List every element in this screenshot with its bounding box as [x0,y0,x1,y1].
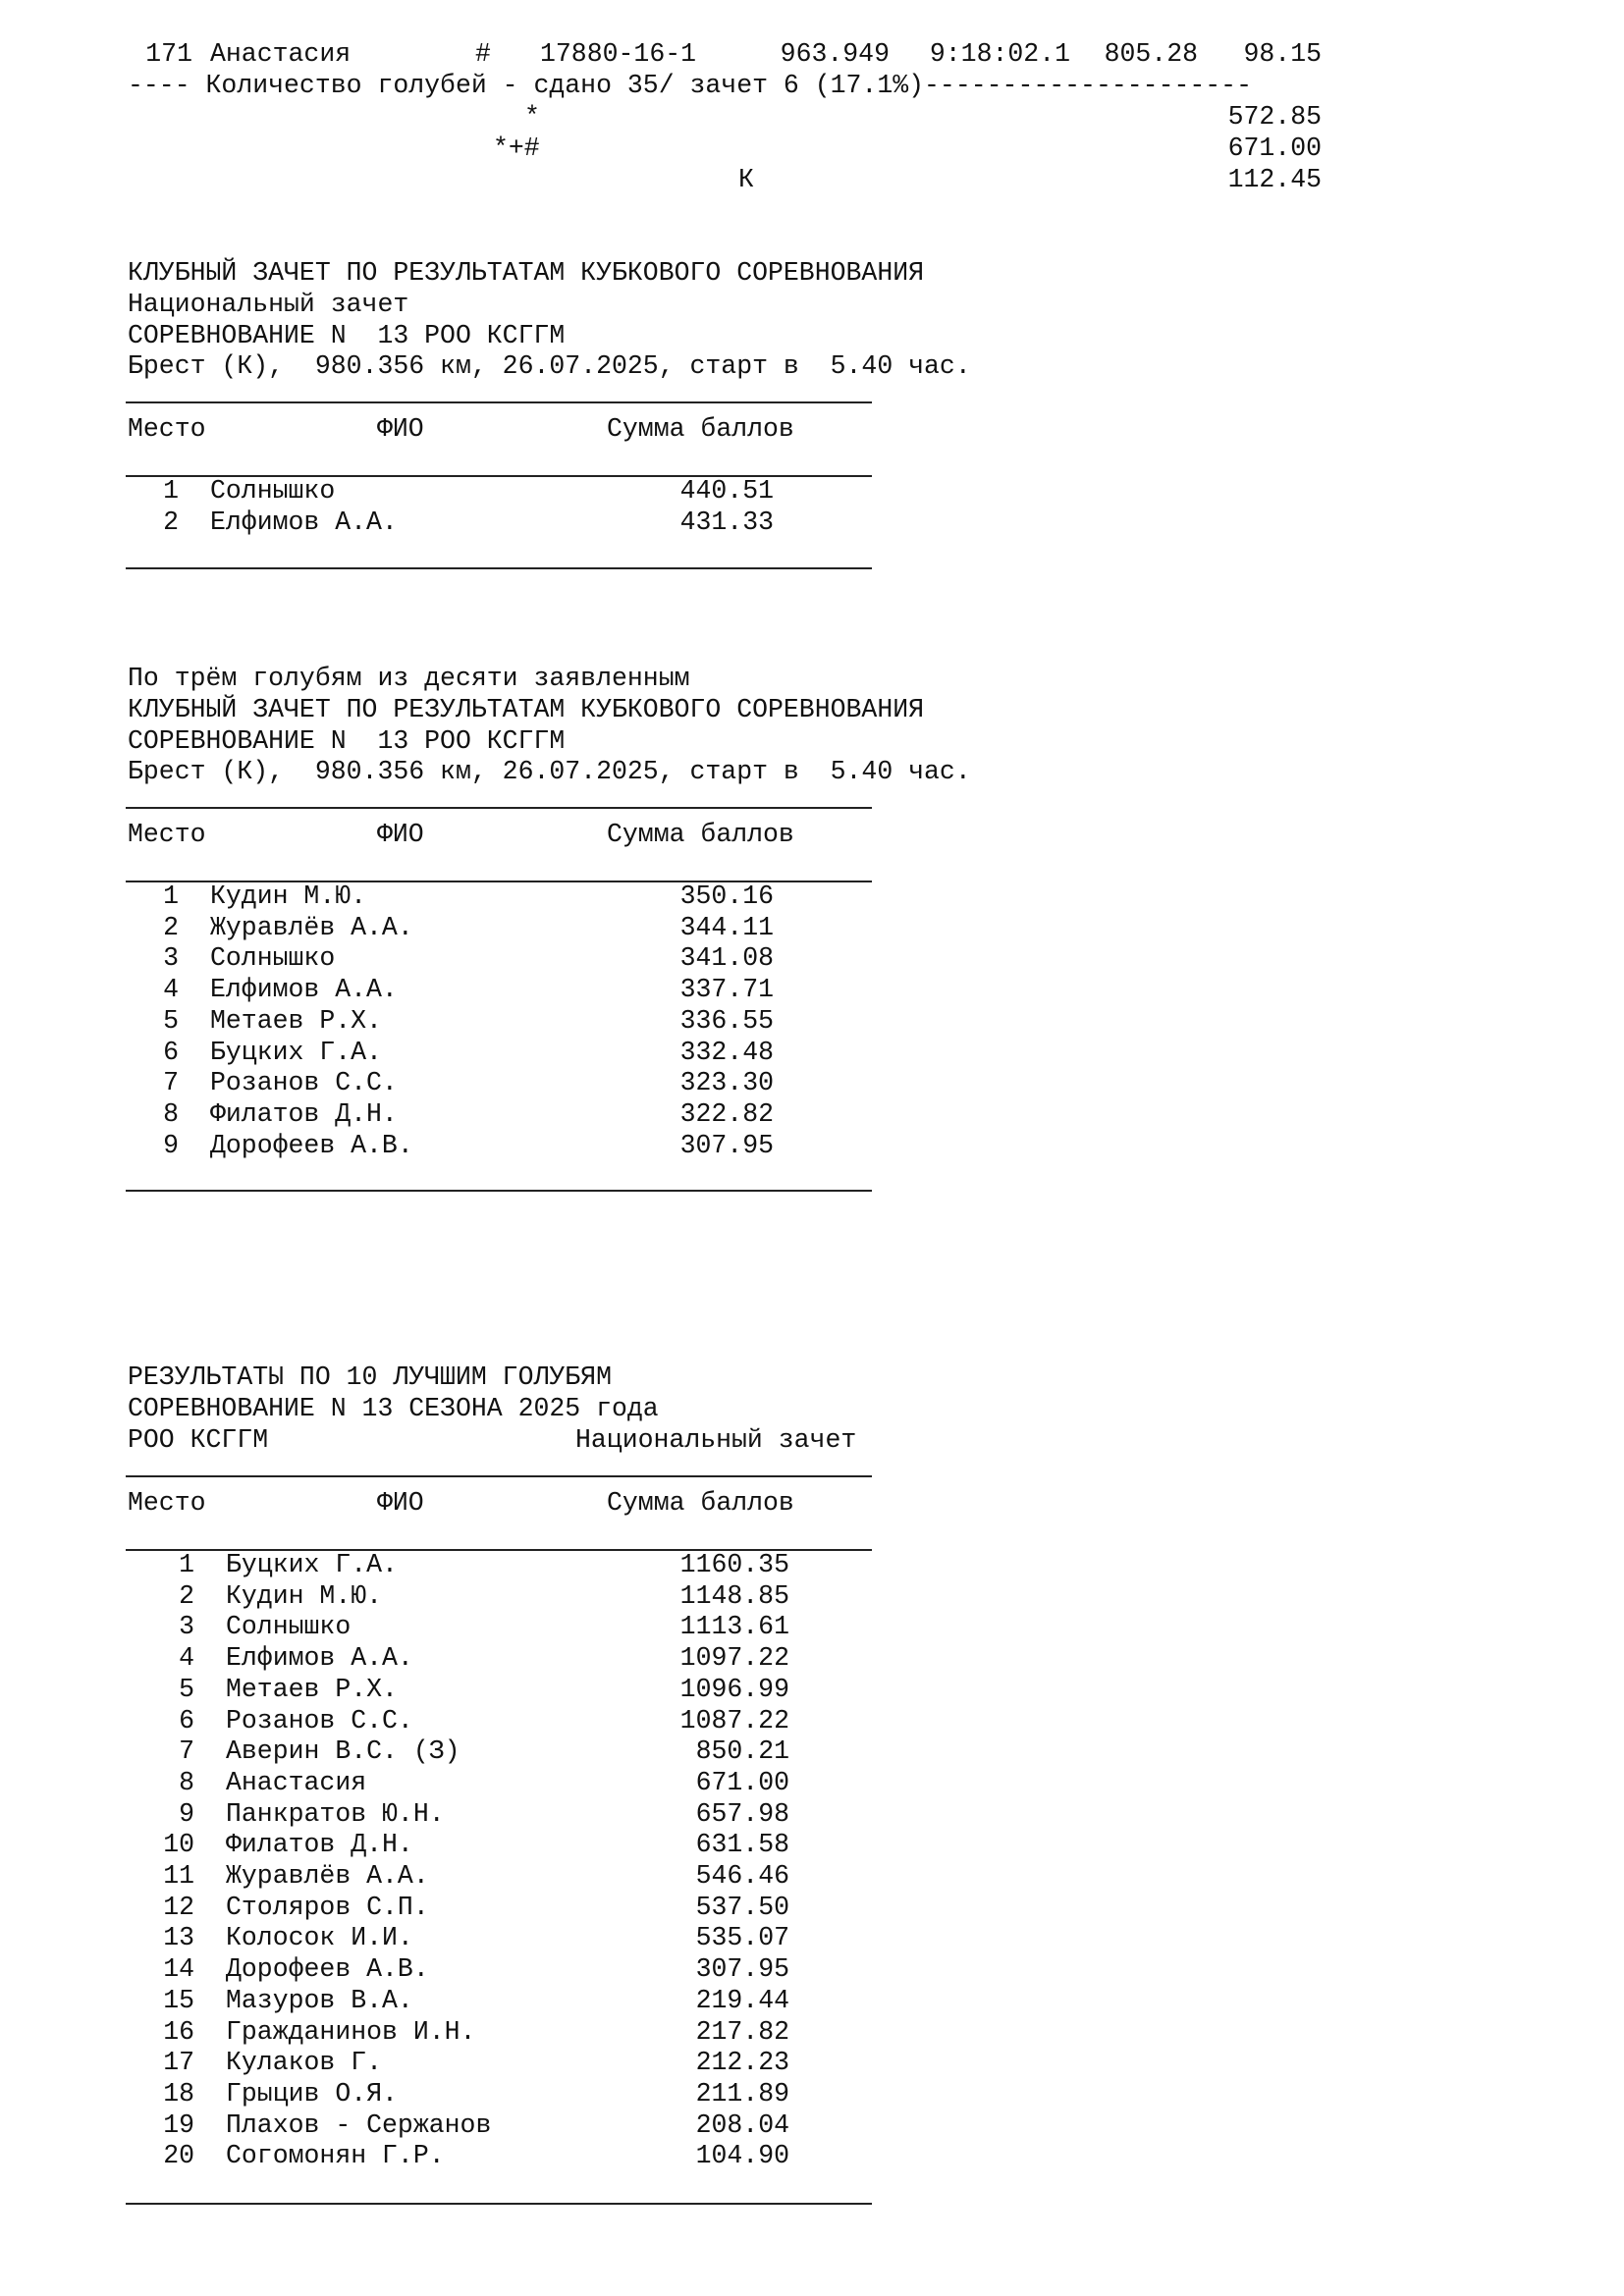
summary-symbol: *+# [493,133,540,163]
row-name: Анастасия [226,1767,367,1797]
row-score: 337.71 [679,975,774,1005]
row-place: 11 [163,1861,194,1891]
header-name: ФИО [377,820,424,849]
row-place: 19 [163,2109,194,2140]
row-score: 208.04 [695,2109,789,2140]
row-name: Солнышко [210,943,336,974]
row-score: 323.30 [679,1068,774,1098]
section2-title: КЛУБНЫЙ ЗАЧЕТ ПО РЕЗУЛЬТАТАМ КУБКОВОГО СОРЕВНОВАНИЯ [128,695,925,724]
section2-note: По трём голубям из десяти заявленным [128,664,690,693]
top-entry-place: 171 [145,39,192,69]
row-score: 332.48 [679,1037,774,1067]
row-score: 212.23 [695,2048,789,2078]
row-score: 307.95 [679,1130,774,1160]
summary-row [0,165,1624,196]
divider [126,2203,872,2205]
row-name: Метаев Р.Х. [226,1674,398,1704]
row-name: Солнышко [210,476,336,506]
row-place: 20 [163,2141,194,2171]
row-name: Елфимов А.А. [210,507,398,537]
row-score: 546.46 [695,1861,789,1891]
row-score: 344.11 [679,912,774,942]
row-score: 1148.85 [679,1580,789,1611]
row-name: Солнышко [226,1612,352,1642]
summary-line [0,71,1624,102]
top-entry-time: 9:18:02.1 [929,39,1070,69]
table-row [0,1706,1624,1737]
table-row [0,943,1624,975]
row-score: 104.90 [695,2141,789,2171]
section2-competition: СОРЕВНОВАНИЕ N 13 РОО КСГГМ [128,726,566,756]
table-row [0,1799,1624,1831]
row-score: 217.82 [695,2016,789,2047]
table-row [0,2048,1624,2079]
table-row [0,1675,1624,1706]
summary-value: 671.00 [1227,133,1322,163]
table-row [0,913,1624,944]
row-place: 12 [163,1892,194,1922]
table-row [0,1861,1624,1893]
table-row [0,1581,1624,1613]
section1-subtitle: Национальный зачет [128,290,409,319]
summary-symbol: К [738,165,754,194]
summary-row [0,102,1624,133]
header-score: Сумма баллов [607,414,794,444]
row-score: 307.95 [695,1954,789,1985]
summary-symbol: * [524,102,540,132]
row-name: Колосок И.И. [226,1923,413,1953]
row-score: 1160.35 [679,1550,789,1579]
table-row [0,1768,1624,1799]
row-score: 850.21 [695,1736,789,1767]
row-score: 1097.22 [679,1643,789,1674]
header-place: Место [128,1488,206,1518]
row-name: Журавлёв А.А. [226,1861,429,1891]
row-name: Столяров С.П. [226,1892,429,1922]
table-header [0,414,1624,446]
table-row [0,2110,1624,2142]
table-row [0,1736,1624,1768]
section3-org-row [0,1425,1624,1457]
top-entry-points: 98.15 [1243,39,1322,69]
top-entry-name: Анастасия [210,39,352,69]
table-header [0,820,1624,851]
row-place: 5 [163,1005,179,1036]
row-name: Розанов С.С. [210,1068,398,1098]
header-score: Сумма баллов [607,820,794,849]
row-score: 219.44 [695,1985,789,2015]
row-score: 322.82 [679,1098,774,1129]
row-place: 18 [163,2078,194,2109]
row-name: Буцких Г.А. [210,1037,382,1067]
section3-competition: СОРЕВНОВАНИЕ N 13 СЕЗОНА 2025 года [128,1394,659,1423]
row-place: 8 [179,1767,194,1797]
row-score: 1113.61 [679,1612,789,1642]
header-score: Сумма баллов [607,1488,794,1518]
table-row [0,476,1624,507]
top-entry-mark: # [475,39,491,69]
table-row [0,1131,1624,1162]
table-row [0,975,1624,1006]
divider [126,1475,872,1477]
table-row [0,2079,1624,2110]
row-name: Гражданинов И.Н. [226,2016,476,2047]
divider [126,1190,872,1192]
top-entry-distance: 963.949 [780,39,890,69]
row-place: 2 [163,912,179,942]
table-header [0,1488,1624,1520]
summary-text: ---- Количество голубей - сдано 35/ зачет 6 (17.1%)--------------------- [128,71,1252,100]
row-name: Мазуров В.А. [226,1985,413,2015]
row-score: 535.07 [695,1923,789,1953]
divider [126,567,872,569]
row-place: 10 [163,1830,194,1860]
table-row [0,2141,1624,2172]
row-place: 3 [179,1612,194,1642]
row-place: 14 [163,1954,194,1985]
row-name: Елфимов А.А. [226,1643,413,1674]
row-score: 336.55 [679,1005,774,1036]
row-place: 2 [179,1580,194,1611]
row-name: Журавлёв А.А. [210,912,413,942]
row-name: Кудин М.Ю. [210,881,367,911]
row-place: 2 [163,507,179,537]
row-name: Кудин М.Ю. [226,1580,383,1611]
section2-location: Брест (К), 980.356 км, 26.07.2025, старт в 5.40 час. [128,757,971,786]
row-name: Дорофеев А.В. [210,1130,413,1160]
summary-value: 572.85 [1227,102,1322,132]
section3-title: РЕЗУЛЬТАТЫ ПО 10 ЛУЧШИМ ГОЛУБЯМ [128,1362,612,1392]
row-score: 1096.99 [679,1674,789,1704]
header-name: ФИО [377,1488,424,1518]
row-name: Кулаков Г. [226,2048,383,2078]
table-row [0,1006,1624,1038]
row-name: Розанов С.С. [226,1705,413,1735]
row-place: 7 [179,1736,194,1767]
table-row [0,1986,1624,2017]
row-place: 4 [179,1643,194,1674]
summary-row [0,133,1624,165]
row-score: 211.89 [695,2078,789,2109]
header-name: ФИО [377,414,424,444]
row-name: Грыцив О.Я. [226,2078,398,2109]
row-name: Плахов - Сержанов [226,2109,492,2140]
row-score: 537.50 [695,1892,789,1922]
top-entry-row [0,39,1624,71]
table-row [0,1954,1624,1986]
table-row [0,1038,1624,1069]
row-place: 1 [163,476,179,506]
row-name: Елфимов А.А. [210,975,398,1005]
row-score: 657.98 [695,1798,789,1829]
row-name: Аверин В.С. (З) [226,1736,460,1767]
row-score: 431.33 [679,507,774,537]
row-score: 350.16 [679,881,774,911]
table-row [0,881,1624,913]
section1-title: КЛУБНЫЙ ЗАЧЕТ ПО РЕЗУЛЬТАТАМ КУБКОВОГО СОРЕВНОВАНИЯ [128,258,925,288]
row-name: Согомонян Г.Р. [226,2141,445,2171]
table-row [0,1893,1624,1924]
row-place: 9 [179,1798,194,1829]
table-row [0,1643,1624,1675]
header-place: Место [128,414,206,444]
table-row [0,1612,1624,1643]
table-row [0,1068,1624,1099]
section1-competition: СОРЕВНОВАНИЕ N 13 РОО КСГГМ [128,321,566,350]
summary-value: 112.45 [1227,165,1322,194]
section1-location: Брест (К), 980.356 км, 26.07.2025, старт в 5.40 час. [128,351,971,381]
table-row [0,1923,1624,1954]
row-place: 9 [163,1130,179,1160]
divider [126,401,872,403]
row-score: 631.58 [695,1830,789,1860]
divider [126,807,872,809]
row-score: 1087.22 [679,1705,789,1735]
table-row [0,1830,1624,1861]
row-name: Панкратов Ю.Н. [226,1798,445,1829]
row-score: 341.08 [679,943,774,974]
row-place: 1 [179,1550,194,1579]
row-name: Буцких Г.А. [226,1550,398,1579]
row-place: 1 [163,881,179,911]
section3-org: РОО КСГГМ [128,1425,269,1455]
row-place: 4 [163,975,179,1005]
row-name: Филатов Д.Н. [210,1098,398,1129]
table-row [0,1550,1624,1581]
table-row [0,2017,1624,2049]
row-place: 13 [163,1923,194,1953]
section3-category: Национальный зачет [575,1425,857,1455]
row-place: 17 [163,2048,194,2078]
row-place: 3 [163,943,179,974]
row-place: 6 [163,1037,179,1067]
row-name: Филатов Д.Н. [226,1830,413,1860]
row-score: 440.51 [679,476,774,506]
row-place: 7 [163,1068,179,1098]
row-name: Метаев Р.Х. [210,1005,382,1036]
table-row [0,507,1624,539]
row-place: 15 [163,1985,194,2015]
row-name: Дорофеев А.В. [226,1954,429,1985]
top-entry-speed: 805.28 [1104,39,1198,69]
row-place: 16 [163,2016,194,2047]
row-place: 5 [179,1674,194,1704]
row-place: 8 [163,1098,179,1129]
top-entry-ring: 17880-16-1 [540,39,697,69]
header-place: Место [128,820,206,849]
table-row [0,1099,1624,1131]
row-place: 6 [179,1705,194,1735]
row-score: 671.00 [695,1767,789,1797]
